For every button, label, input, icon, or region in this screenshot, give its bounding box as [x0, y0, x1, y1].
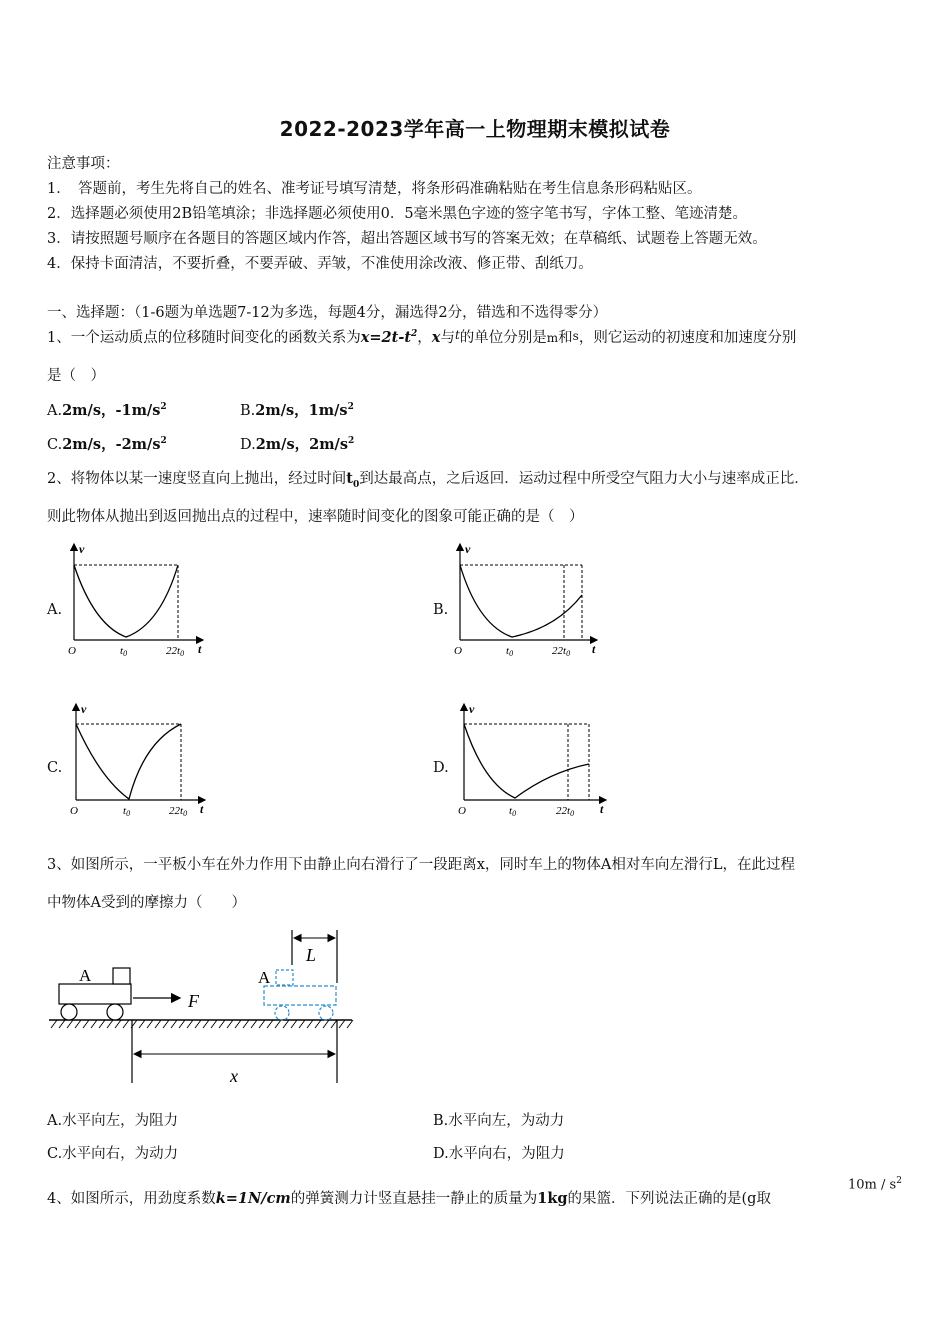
q2-graph-a: [60, 540, 210, 660]
block-a-label: A: [79, 966, 92, 985]
axis-t-label: t: [198, 642, 202, 656]
force-label: F: [188, 991, 199, 1011]
q1-text: 的单位分别是: [459, 330, 547, 346]
q1-text: 1、一个运动质点的位移随时间变化的函数关系为: [47, 330, 361, 346]
svg-text:v: v: [81, 702, 87, 716]
q1-option-d[interactable]: D.2m/s，$2m/s^2$: [240, 436, 355, 453]
svg-text:t: t: [600, 802, 604, 816]
q2-option-c[interactable]: C.: [47, 760, 63, 776]
q2-stem: 2、将物体以某一速度竖直向上抛出，经过时间$t_0$到达最高点，之后返回．运动过程中所受空气阻力大小与速率成正比．: [47, 470, 809, 490]
q2-option-a[interactable]: A.: [47, 602, 63, 618]
q3-stem: 3、如图所示，一平板小车在外力作用下由静止向右滑行了一段距离x，同时车上的物体A相对车向左滑行L，在此过程: [47, 857, 795, 873]
notice-item: 1． 答题前，考生先将自己的姓名、准考证号填写清楚，将条形码准确粘贴在考生信息条形码粘贴区。: [47, 181, 702, 197]
q2-graph-c: [62, 700, 212, 820]
q1-formula: $x=2t-t^2$: [360, 329, 418, 346]
svg-text:22t0: 22t0: [552, 645, 571, 658]
notice-item: 2．选择题必须使用2B铅笔填涂；非选择题必须使用0．5毫米黑色字迹的签字笔书写，字体工整、笔迹清楚。: [47, 206, 748, 222]
q1-text: ，则它运动的初速度和加速度分别: [578, 330, 797, 346]
q3-stem-line2: 中物体A受到的摩擦力（ ）: [47, 895, 246, 911]
q2-option-d[interactable]: D.: [433, 760, 449, 776]
svg-text:v: v: [465, 542, 471, 556]
q1-unit-m: m: [546, 331, 559, 345]
axis-v-label: v: [79, 542, 85, 556]
q4-stem: 4、如图所示，用劲度系数k=1N/cm的弹簧测力计竖直悬挂一静止的质量为1kg的果篮．下列说法正确的是(g取: [47, 1190, 771, 1207]
q1-stem: [47, 326, 796, 347]
svg-text:t0: t0: [506, 645, 514, 658]
q2-stem-line2: 则此物体从抛出到返回抛出点的过程中，速率随时间变化的图象可能正确的是（ ）: [47, 509, 584, 525]
svg-text:22t0: 22t0: [169, 805, 188, 818]
section-heading: 一、选择题：（1-6题为单选题7-12为多选，每题4分，漏选得2分，错选和不选得零分）: [47, 305, 608, 321]
svg-text:O: O: [454, 645, 462, 657]
svg-text:22t0: 22t0: [166, 645, 185, 658]
notice-item: 4．保持卡面清洁，不要折叠，不要弄破、弄皱，不准使用涂改液、修正带、刮纸刀。: [47, 256, 593, 272]
axis-origin-label: O: [68, 645, 76, 657]
q1-stem-line2: 是（ ）: [47, 368, 105, 384]
q4-g-value: $10m / s^2$: [848, 1176, 902, 1193]
q2-option-b[interactable]: B.: [433, 602, 449, 618]
svg-text:t: t: [592, 642, 596, 656]
distance-l-label: L: [306, 945, 317, 965]
q1-var-x: x: [431, 329, 441, 346]
q3-option-c[interactable]: C.水平向右，为动力: [47, 1146, 179, 1162]
q1-text: ，: [417, 330, 432, 346]
q1-text: 和: [558, 330, 573, 346]
svg-text:22t0: 22t0: [556, 805, 575, 818]
q1-option-a[interactable]: A.2m/s，$-1m/s^2$: [47, 402, 167, 419]
svg-text:O: O: [70, 805, 78, 817]
svg-text:t0: t0: [123, 805, 131, 818]
svg-text:t: t: [200, 802, 204, 816]
q3-figure: [47, 925, 367, 1090]
block-a-moved-label: A: [258, 968, 271, 987]
notice-item: 3．请按照题号顺序在各题目的答题区域内作答，超出答题区域书写的答案无效；在草稿纸、试题卷上答题无效。: [47, 231, 767, 247]
q1-text: 与: [440, 330, 455, 346]
svg-text:t0: t0: [509, 805, 517, 818]
distance-x-label: x: [230, 1066, 238, 1086]
page-title: 2022-2023学年高一上物理期末模拟试卷: [279, 117, 671, 141]
q3-option-b[interactable]: B.水平向左，为动力: [433, 1113, 565, 1129]
q1-var-t: t: [454, 328, 460, 342]
svg-text:v: v: [469, 702, 475, 716]
notice-heading: 注意事项：: [47, 156, 120, 172]
svg-text:O: O: [458, 805, 466, 817]
q3-option-d[interactable]: D.水平向右，为阻力: [433, 1146, 565, 1162]
q2-graph-b: [446, 540, 606, 660]
svg-text:t0: t0: [120, 645, 128, 658]
q1-unit-s: s: [572, 329, 579, 343]
q3-option-a[interactable]: A.水平向左，为阻力: [47, 1113, 179, 1129]
q1-option-b[interactable]: B.2m/s，$1m/s^2$: [240, 402, 354, 419]
q1-option-c[interactable]: C.2m/s，$-2m/s^2$: [47, 436, 167, 453]
q2-graph-d: [450, 700, 615, 820]
